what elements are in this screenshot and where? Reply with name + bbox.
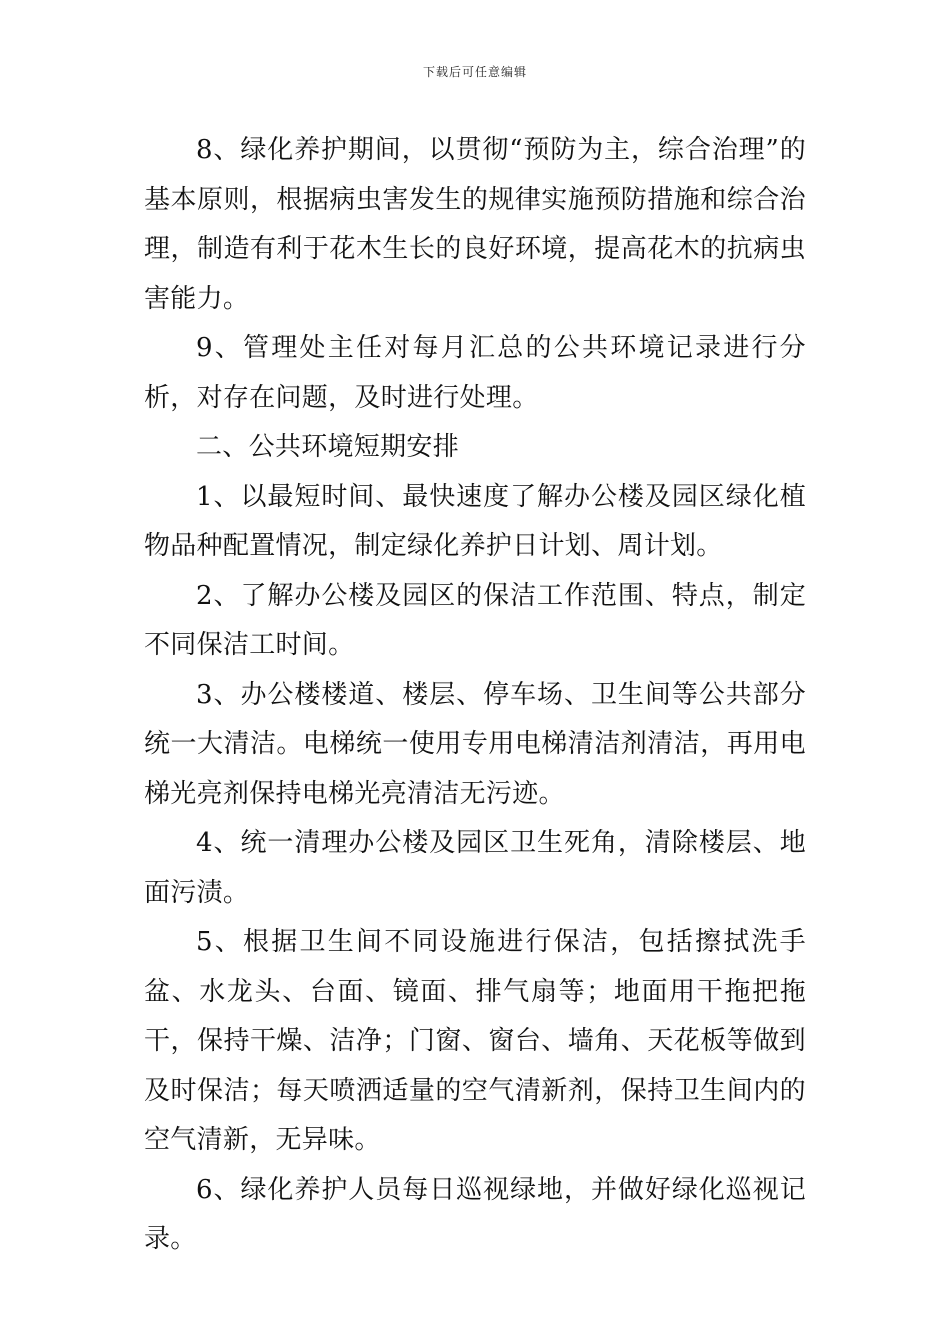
paragraph-item-8: 8、绿化养护期间，以贯彻“预防为主，综合治理”的基本原则，根据病虫害发生的规律实施预防措施和综合治理，制造有利于花木生长的良好环境，提高花木的抗病虫害能力。 <box>144 135 806 314</box>
document-body <box>144 126 806 1265</box>
paragraph-item-9: 9、管理处主任对每月汇总的公共环境记录进行分析，对存在问题，及时进行处理。 <box>144 333 806 413</box>
paragraph-item-5: 5、根据卫生间不同设施进行保洁，包括擦拭洗手盆、水龙头、台面、镜面、排气扇等；地面用干拖把拖干，保持干燥、洁净；门窗、窗台、墙角、天花板等做到及时保洁；每天喷洒适量的空气清新剂，保持卫生间内的空气清新，无异味。 <box>144 927 806 1155</box>
paragraph-item-1: 1、以最短时间、最快速度了解办公楼及园区绿化植物品种配置情况，制定绿化养护日计划、周计划。 <box>144 481 806 561</box>
section-heading-short-term: 二、公共环境短期安排 <box>196 432 460 462</box>
paragraph-item-3: 3、办公楼楼道、楼层、停车场、卫生间等公共部分统一大清洁。电梯统一使用专用电梯清洁剂清洁，再用电梯光亮剂保持电梯光亮清洁无污迹。 <box>144 679 806 809</box>
paragraph-item-4: 4、统一清理办公楼及园区卫生死角，清除楼层、地面污渍。 <box>144 828 806 908</box>
paragraph-item-6: 6、绿化养护人员每日巡视绿地，并做好绿化巡视记录。 <box>144 1174 806 1254</box>
paragraph-item-2: 2、了解办公楼及园区的保洁工作范围、特点，制定不同保洁工时间。 <box>144 580 806 660</box>
page-header-note: 下载后可任意编辑 <box>422 65 527 79</box>
